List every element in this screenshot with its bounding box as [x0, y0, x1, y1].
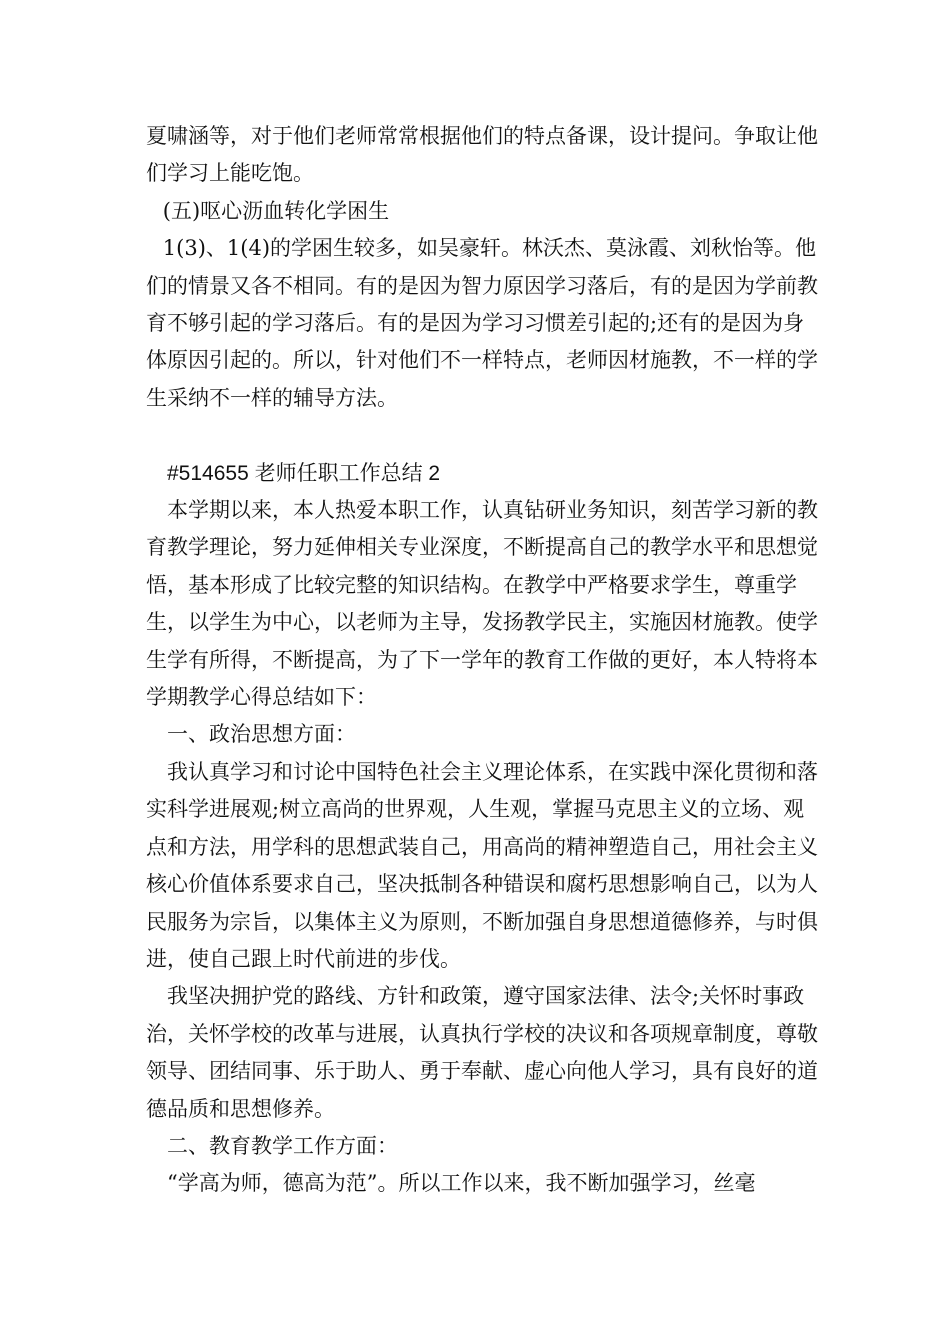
paragraph-intro: 本学期以来，本人热爱本职工作，认真钻研业务知识，刻苦学习新的教育教学理论，努力延伸相关专业深度，不断提高自己的教学水平和思想觉悟，基本形成了比较完整的知识结构。在教学中严格要求学生，尊重学生，以学生为中心，以老师为主导，发扬教学民主，实施因材施教。使学生学有所得，不断提高，为了下一学年的教育工作做的更好，本人特将本学期教学心得总结如下： [146, 498, 818, 710]
paragraph-continuation: 夏啸涵等，对于他们老师常常根据他们的特点备课，设计提问。争取让他们学习上能吃饱。 [146, 124, 818, 186]
paragraph-struggling-students: 1(3)、1(4)的学困生较多，如吴豪轩。林沃杰、莫泳霞、刘秋怡等。他们的情景又各不相同。有的是因为智力原因学习落后，有的是因为学前教育不够引起的学习落后。有的是因为学习习惯差引起的;还有的是因为身体原因引起的。所以，针对他们不一样特点，老师因材施教，不一样的学生采纳不一样的辅导方法。 [146, 236, 818, 410]
subheading-politics: 一、政治思想方面： [167, 722, 356, 747]
subheading-teaching: 二、教育教学工作方面： [167, 1133, 398, 1158]
blank-line [146, 417, 818, 454]
paragraph-teaching: “学高为师，德高为范”。所以工作以来，我不断加强学习，丝毫 [167, 1171, 756, 1196]
section-title: #514655 老师任职工作总结 2 [167, 461, 441, 485]
subheading-five: (五)呕心沥血转化学困生 [162, 198, 390, 223]
paragraph-politics-1: 我认真学习和讨论中国特色社会主义理论体系，在实践中深化贯彻和落实科学进展观;树立高尚的世界观，人生观，掌握马克思主义的立场、观点和方法，用学科的思想武装自己，用高尚的精神塑造自己，用社会主义核心价值体系要求自己，坚决抵制各种错误和腐朽思想影响自己，以为人民服务为宗旨，以集体主义为原则，不断加强自身思想道德修养，与时俱进，使自己跟上时代前进的步伐。 [146, 759, 818, 971]
paragraph-politics-2: 我坚决拥护党的路线、方针和政策，遵守国家法律、法令;关怀时事政治，关怀学校的改革与进展，认真执行学校的决议和各项规章制度，尊敬领导、团结同事、乐于助人、勇于奉献、虚心向他人学习，具有良好的道德品质和思想修养。 [146, 984, 818, 1121]
document-body [146, 118, 818, 1203]
